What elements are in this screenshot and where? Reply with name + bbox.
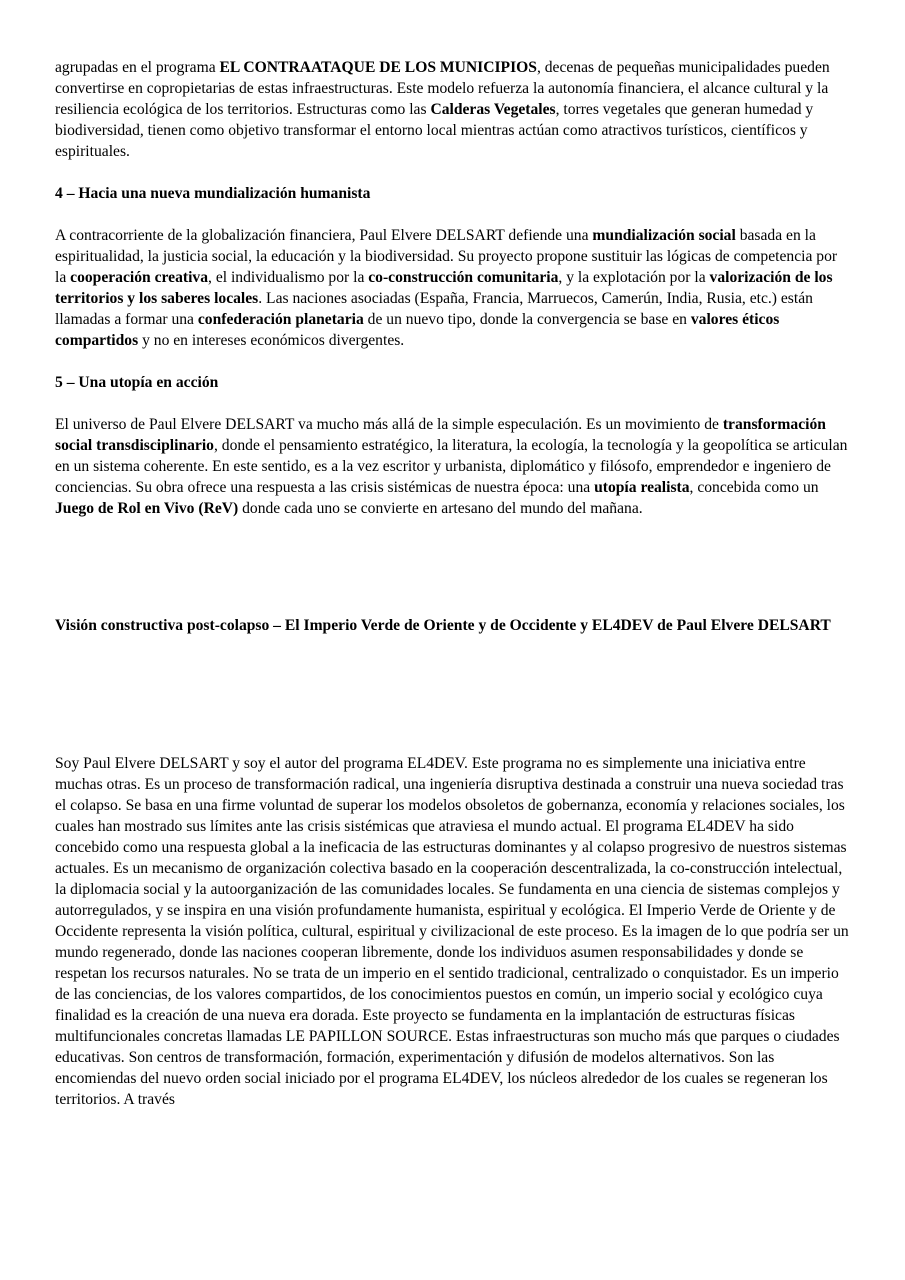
paragraph-el4dev: Soy Paul Elvere DELSART y soy el autor del programa EL4DEV. Este programa no es simplemente una iniciativa entre muchas otras. Es un proceso de transformación radical, una ingeniería disruptiva destinada a construir una nueva sociedad tras el colapso. Se basa en una firme voluntad de superar los modelos obsoletos de gobernanza, economía y relaciones sociales, los cuales han mostrado sus límites ante las crisis sistémicas que atraviesa el mundo actual. El programa EL4DEV ha sido concebido como una respuesta global a la ineficacia de las estructuras dominantes y al colapso progresivo de nuestros sistemas actuales. Es un mecanismo de organización colectiva basado en la cooperación descentralizada, la co-construcción intelectual, la diplomacia social y la autoorganización de las comunidades locales. Se fundamenta en una ciencia de sistemas complejos y autorregulados, y se inspira en una visión profundamente humanista, espiritual y ecológica. El Imperio Verde de Oriente y de Occidente representa la visión política, cultural, espiritual y civilizacional de este proceso. Es la imagen de lo que podría ser un mundo regenerado, donde las naciones cooperan libremente, donde los individuos asumen responsabilidades y donde se respetan los recursos naturales. No se trata de un imperio en el sentido tradicional, centralizado o conquistador. Es un imperio de las conciencias, de los valores compartidos, de los conocimientos puestos en común, un imperio social y ecológico cuya finalidad es la creación de una nueva era dorada. Este proyecto se fundamenta en la implantación de estructuras físicas multifuncionales concretas llamadas LE PAPILLON SOURCE. Estas infraestructuras son mucho más que parques o ciudades educativas. Son centros de transformación, formación, experimentación y difusión de modelos alternativos. Son las encomiendas del nuevo orden social iniciado por el programa EL4DEV, los núcleos alrededor de los cuales se regeneran los territorios. A través — [55, 755, 849, 1108]
article-title: Visión constructiva post-colapso – El Imperio Verde de Oriente y de Occidente y EL4DEV de Paul Elvere DELSART — [55, 617, 831, 634]
bold-calderas: Calderas Vegetales — [430, 101, 556, 118]
paragraph-utopia: El universo de Paul Elvere DELSART va mucho más allá de la simple especulación. Es un movimiento de transformación social transdisciplinario, donde el pensamiento estratégico, la literatura, la ecología, la tecnología y la geopolítica se articulan en un sistema coherente. En este sentido, es a la vez escritor y urbanista, diplomático y filósofo, emprendedor e ingeniero de conciencias. Su obra ofrece una respuesta a las crisis sistémicas de nuestra época: una utopía realista, concebida como un Juego de Rol en Vivo (ReV) donde cada uno se convierte en artesano del mundo del mañana. — [55, 416, 848, 517]
section-heading-5: 5 – Una utopía en acción — [55, 374, 219, 391]
bold-contraataque: EL CONTRAATAQUE DE LOS MUNICIPIOS — [219, 59, 537, 76]
section-heading-4: 4 – Hacia una nueva mundialización humanista — [55, 185, 371, 202]
paragraph-municipios: agrupadas en el programa EL CONTRAATAQUE DE LOS MUNICIPIOS, decenas de pequeñas municipalidades pueden convertirse en copropietarias de estas infraestructuras. Este modelo refuerza la autonomía financiera, el alcance cultural y la resiliencia ecológica de los territorios. Estructuras como las Calderas Vegetales, torres vegetales que generan humedad y biodiversidad, tienen como objetivo transformar el entorno local mientras actúan como atractivos turísticos, científicos y espirituales. — [55, 59, 830, 160]
paragraph-mundializacion: A contracorriente de la globalización financiera, Paul Elvere DELSART defiende una mundialización social basada en la espiritualidad, la justicia social, la educación y la biodiversidad. Su proyecto propone sustituir las lógicas de competencia por la cooperación creativa, el individualismo por la co-construcción comunitaria, y la explotación por la valorización de los territorios y los saberes locales. Las naciones asociadas (España, Francia, Marruecos, Camerún, India, Rusia, etc.) están llamadas a formar una confederación planetaria de un nuevo tipo, donde la convergencia se base en valores éticos compartidos y no en intereses económicos divergentes. — [55, 227, 838, 349]
document-page — [55, 57, 851, 1110]
